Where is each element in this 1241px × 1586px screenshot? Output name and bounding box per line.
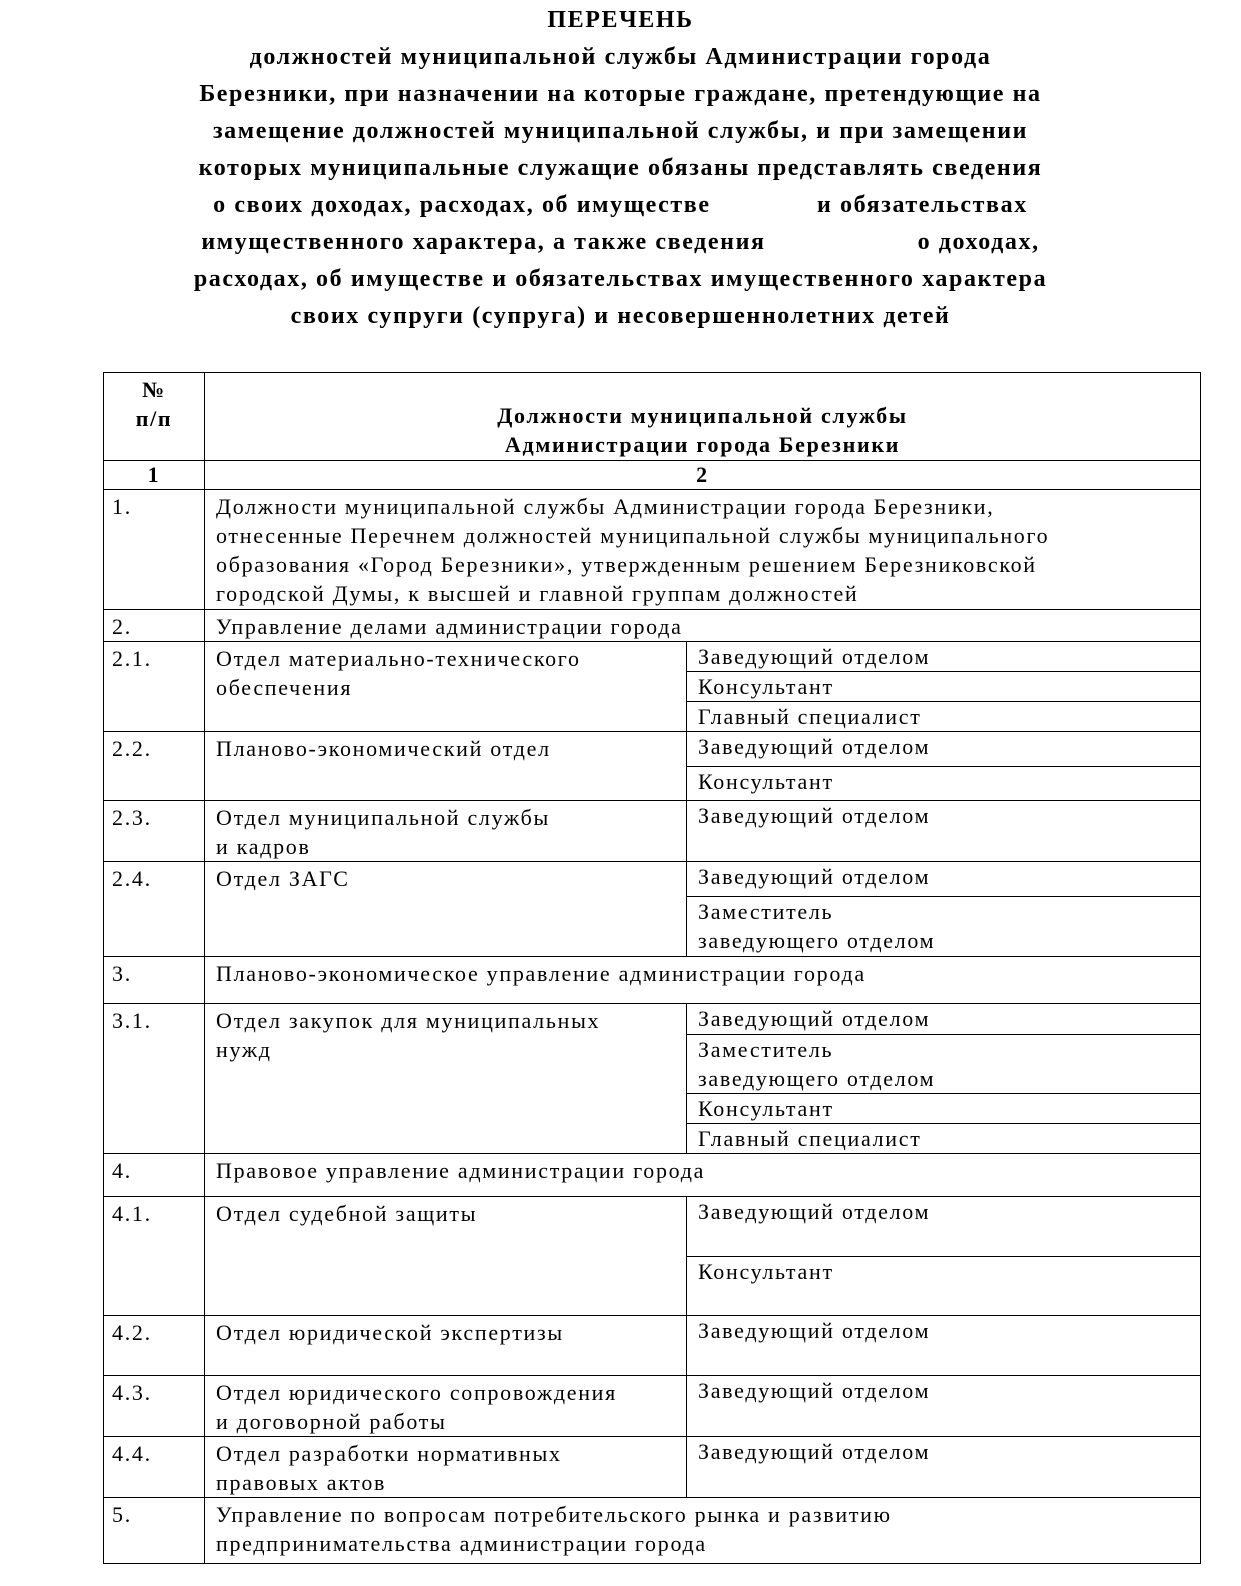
position-line: заведующего отделом — [698, 1066, 936, 1091]
department-cell — [205, 1004, 687, 1154]
subtitle-line: имущественного характера, а также сведения о доходах, — [201, 229, 1040, 255]
department-cell — [205, 862, 687, 957]
position-line: Заместитель — [698, 899, 834, 924]
department-name: и договорной работы — [216, 1409, 447, 1434]
row-number: 4.4. — [104, 1437, 205, 1498]
position-cell: Заведующий отделом — [687, 1004, 1201, 1035]
position-line: Заместитель — [698, 1037, 834, 1062]
position-cell: Заведующий отделом — [687, 1437, 1201, 1498]
row-number: 1. — [104, 490, 205, 610]
position-line: заведующего отделом — [698, 928, 936, 953]
table-row — [104, 801, 1201, 862]
table-row — [104, 1376, 1201, 1437]
header-num-cell — [104, 373, 205, 461]
position-cell: Заведующий отделом — [687, 732, 1201, 767]
department-name: Отдел закупок для муниципальных — [216, 1008, 601, 1033]
row-number: 4.1. — [104, 1197, 205, 1316]
subtitle-line: своих супруги (супруга) и несовершеннолетних детей — [290, 303, 951, 329]
table-row — [104, 642, 1201, 672]
row-number: 4.2. — [104, 1316, 205, 1376]
table-row — [104, 957, 1201, 1004]
header-title-cell — [205, 373, 1201, 461]
table-row — [104, 1154, 1201, 1197]
department-name: Отдел судебной защиты — [216, 1201, 478, 1226]
row-number: 3. — [104, 957, 205, 1004]
department-name: Отдел материально-технического — [216, 646, 581, 671]
subtitle-line: которых муниципальные служащие обязаны представлять сведения — [198, 155, 1043, 181]
row-number: 4. — [104, 1154, 205, 1197]
row-text — [205, 1498, 1201, 1564]
row-number: 2.4. — [104, 862, 205, 957]
position-cell: Заведующий отделом — [687, 1376, 1201, 1437]
row-number: 2.3. — [104, 801, 205, 862]
header-num-label: п/п — [135, 406, 173, 431]
position-cell — [687, 897, 1201, 957]
table-header-row — [104, 373, 1201, 461]
row-text-line: Управление по вопросам потребительского рынка и развитию — [216, 1502, 892, 1527]
department-name: Отдел муниципальной службы — [216, 805, 550, 830]
department-name: Планово-экономический отдел — [216, 736, 551, 761]
row-text-line: городской Думы, к высшей и главной группам должностей — [216, 581, 859, 606]
column-number-row — [104, 461, 1201, 490]
department-cell — [205, 801, 687, 862]
position-cell: Главный специалист — [687, 1124, 1201, 1154]
table-row — [104, 732, 1201, 767]
row-number: 4.3. — [104, 1376, 205, 1437]
department-name: нужд — [216, 1037, 272, 1062]
row-number: 5. — [104, 1498, 205, 1564]
row-number: 2.2. — [104, 732, 205, 801]
table-row — [104, 1197, 1201, 1257]
positions-table — [103, 372, 1201, 1564]
row-text — [205, 490, 1201, 610]
position-cell: Заведующий отделом — [687, 1197, 1201, 1257]
subtitle-line: о своих доходах, расходах, об имуществе и обязательствах — [213, 192, 1028, 218]
subtitle-line: замещение должностей муниципальной службы, и при замещении — [212, 118, 1029, 144]
document-title-block — [0, 2, 1241, 335]
position-cell: Заведующий отделом — [687, 862, 1201, 897]
row-text-line: образования «Город Березники», утвержденным решением Березниковской — [216, 552, 1037, 577]
subtitle-line: расходах, об имуществе и обязательствах имущественного характера — [193, 266, 1048, 292]
position-cell: Главный специалист — [687, 702, 1201, 732]
row-number: 3.1. — [104, 1004, 205, 1154]
department-cell — [205, 1197, 687, 1316]
header-title-line: Должности муниципальной службы — [497, 403, 908, 428]
header-num-symbol: № — [142, 377, 166, 402]
department-cell — [205, 1316, 687, 1376]
row-text: Планово-экономическое управление администрации города — [205, 957, 1201, 1004]
column-number: 1 — [104, 461, 205, 490]
row-text: Правовое управление администрации города — [205, 1154, 1201, 1197]
department-cell — [205, 732, 687, 801]
row-text: Управление делами администрации города — [205, 610, 1201, 642]
position-cell — [687, 1035, 1201, 1094]
department-name: Отдел юридического сопровождения — [216, 1380, 617, 1405]
header-title-line: Администрации города Березники — [504, 432, 901, 457]
row-number: 2. — [104, 610, 205, 642]
table-row — [104, 1316, 1201, 1376]
position-cell: Консультант — [687, 1257, 1201, 1316]
department-name: обеспечения — [216, 675, 353, 700]
subtitle-line: должностей муниципальной службы Администрации города — [249, 44, 992, 70]
table-row — [104, 1004, 1201, 1035]
position-cell: Заведующий отделом — [687, 1316, 1201, 1376]
position-cell: Консультант — [687, 672, 1201, 702]
table-row — [104, 1437, 1201, 1498]
department-name: Отдел ЗАГС — [216, 866, 350, 891]
department-cell — [205, 1437, 687, 1498]
department-name: правовых актов — [216, 1470, 387, 1495]
department-name: Отдел разработки нормативных — [216, 1441, 562, 1466]
position-cell: Заведующий отделом — [687, 642, 1201, 672]
document-title: ПЕРЕЧЕНЬ — [547, 7, 694, 33]
department-name: Отдел юридической экспертизы — [216, 1320, 564, 1345]
position-cell: Заведующий отделом — [687, 801, 1201, 862]
department-cell — [205, 642, 687, 732]
department-name: и кадров — [216, 834, 311, 859]
subtitle-line: Березники, при назначении на которые граждане, претендующие на — [199, 81, 1042, 107]
table-row — [104, 862, 1201, 897]
row-text-line: Должности муниципальной службы Администрации города Березники, — [216, 494, 995, 519]
position-cell: Консультант — [687, 767, 1201, 801]
row-text-line: предпринимательства администрации города — [216, 1531, 707, 1556]
table-row — [104, 610, 1201, 642]
column-number: 2 — [205, 461, 1201, 490]
position-cell: Консультант — [687, 1094, 1201, 1124]
department-cell — [205, 1376, 687, 1437]
table-row — [104, 490, 1201, 610]
row-text-line: отнесенные Перечнем должностей муниципальной службы муниципального — [216, 523, 1050, 548]
row-number: 2.1. — [104, 642, 205, 732]
table-row — [104, 1498, 1201, 1564]
